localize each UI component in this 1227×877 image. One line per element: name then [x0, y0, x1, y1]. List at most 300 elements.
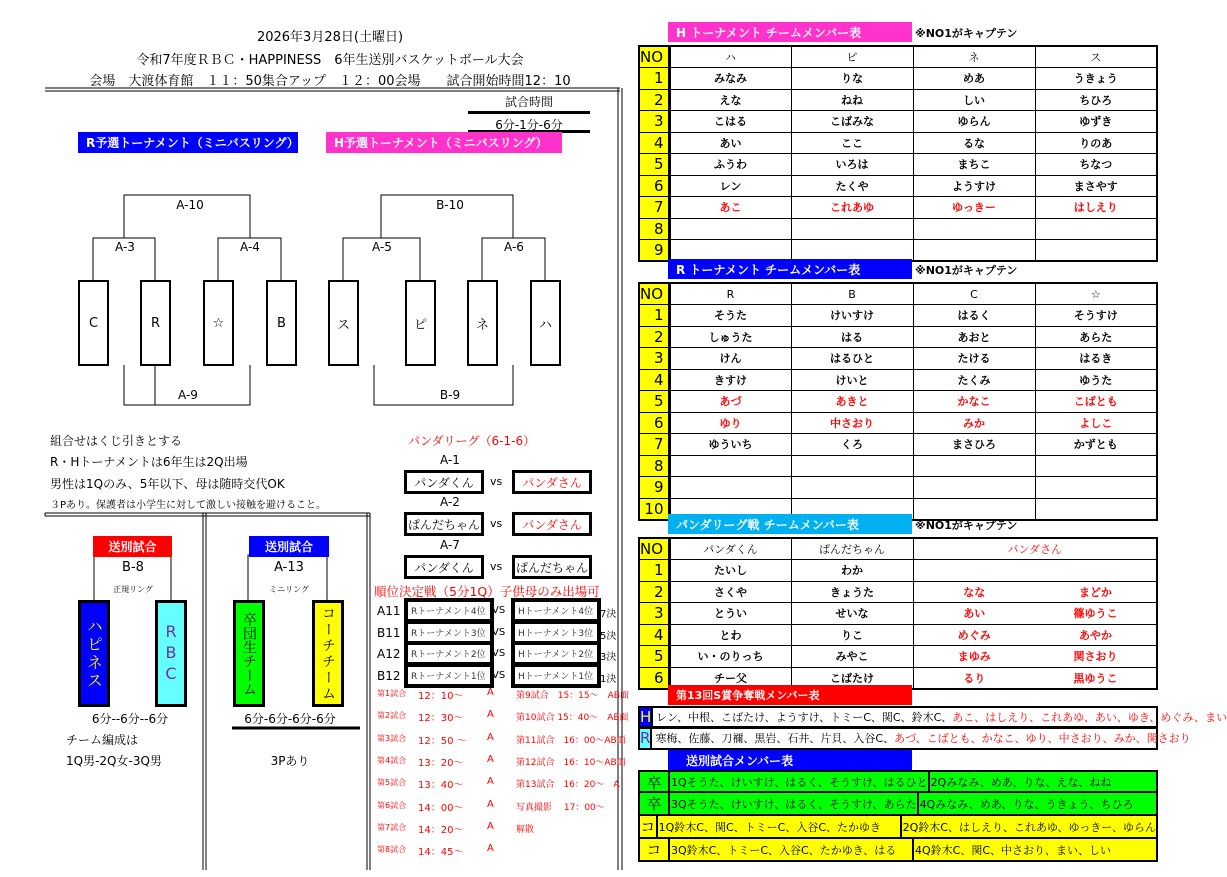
panda-team-left: ぱんだちゃん: [404, 512, 484, 536]
table-row: [639, 132, 1157, 154]
schedule-game-name: 第8試合: [377, 845, 407, 855]
vs-label: VS: [492, 605, 506, 616]
member-cell: いろは: [791, 154, 913, 176]
member-cell: うきょう: [1035, 68, 1157, 90]
schedule-right-item: 第10試合 15：40～ AB面: [516, 713, 629, 724]
row-number: 4: [639, 132, 669, 154]
table-row: [639, 89, 1157, 111]
h-bottom-game: B-9: [439, 388, 461, 402]
no-header: NO: [639, 46, 669, 68]
member-cell: まゆみ: [913, 646, 1035, 668]
member-cell: まさひろ: [913, 434, 1035, 456]
schedule-right-item: 第12試合 16：10～AB面: [516, 757, 626, 768]
note-1: 組合せはくじ引きとする: [50, 434, 183, 448]
member-cell: とわ: [669, 624, 791, 646]
member-cell: [669, 240, 791, 262]
schedule-game-name: 第3試合: [377, 733, 407, 743]
farewell-member-row: [638, 816, 1158, 839]
farewell1-ring: 正規リング: [113, 585, 153, 594]
r-semi-right-game: A-4: [240, 240, 260, 254]
row-number: 6: [639, 175, 669, 197]
h-table-title: H トーナメント チームメンバー表: [668, 22, 912, 42]
farewell-member-row: [638, 770, 1158, 793]
member-cell: [1035, 455, 1157, 477]
member-cell: こばたけ: [791, 667, 913, 689]
farewell2-band: 送別試合: [249, 536, 329, 557]
ranking-place: 5決: [600, 630, 617, 642]
h-team-pi: ピ: [405, 280, 436, 366]
member-cell: [791, 218, 913, 240]
farewell2-time: 6分-6分-6分-6分: [244, 712, 336, 726]
vs-label: vs: [490, 560, 503, 573]
schedule-right-item: 第11試合 16：00～AB面: [516, 735, 626, 746]
member-cell: そうすけ: [1035, 305, 1157, 327]
ranking-right: Hトーナメント2位: [514, 644, 598, 663]
panda-league-title: パンダリーグ（6-1-6）: [408, 434, 536, 448]
schedule-game-time: 12：50 ～: [418, 735, 467, 747]
ranking-right: Hトーナメント4位: [514, 601, 598, 620]
captain-note: ※NO1がキャプテン: [915, 519, 1018, 532]
member-cell: ゆっきー: [913, 197, 1035, 219]
member-cell: たくや: [791, 175, 913, 197]
members-red: あづ、こばとも、かなこ、ゆり、中さおり、みか、関さおり: [894, 732, 1191, 745]
row-number: 4: [639, 624, 669, 646]
match-time: 6分-1分-6分: [468, 111, 590, 133]
member-cell: 黒ゆうこ: [1035, 667, 1157, 689]
member-cell: たける: [913, 348, 1035, 370]
panda-game-id: A-1: [440, 453, 460, 467]
captain-note: ※NO1がキャプテン: [915, 264, 1018, 277]
table-row: [639, 369, 1157, 391]
r-bottom-game: A-9: [178, 388, 198, 402]
row-number: 3: [639, 348, 669, 370]
panda-team-right: パンダさん: [512, 470, 592, 494]
member-cell: たくみ: [913, 369, 1035, 391]
schedule-right-item: 解散: [516, 824, 535, 835]
note-3: 男性は1Qのみ、5年以下、母は随時交代OK: [50, 477, 285, 491]
panda-game-id: A-2: [440, 495, 460, 509]
schedule-game-court: A: [487, 843, 494, 855]
ranking-game-id: A11: [377, 604, 401, 618]
table-row: [639, 326, 1157, 348]
schedule-game-time: 13：40～: [418, 780, 464, 792]
table-row: [639, 68, 1157, 90]
schedule-game-time: 13：20～: [418, 757, 464, 769]
member-cell: ねね: [791, 89, 913, 111]
member-cell: そうた: [669, 305, 791, 327]
r-semi-left-game: A-3: [115, 240, 135, 254]
member-cell: けいすけ: [791, 305, 913, 327]
member-cell: [1035, 240, 1157, 262]
schedule-game-name: 第4試合: [377, 755, 407, 765]
member-cell: りこ: [791, 624, 913, 646]
member-cell: ゆり: [669, 412, 791, 434]
team-header: ス: [1035, 46, 1157, 68]
member-cell: こはる: [669, 111, 791, 133]
team-coaches: コーチチーム: [312, 600, 344, 707]
note-4: ３Pあり。保護者は小学生に対して激しい接触を避けること。: [50, 500, 327, 511]
ranking-place: 3決: [600, 652, 617, 663]
member-cell: [669, 218, 791, 240]
member-cell: [669, 455, 791, 477]
h-semi-left-game: A-5: [372, 240, 392, 254]
ranking-place: 1決: [600, 673, 617, 685]
member-cell: えな: [669, 89, 791, 111]
team-rbc: RBC: [155, 600, 187, 707]
schedule-game-court: A: [487, 753, 494, 765]
schedule-game-time: 14：00～: [418, 802, 464, 814]
schedule-game-name: 第7試合: [377, 822, 407, 832]
row-number: 5: [639, 391, 669, 413]
h-final-game: B-10: [436, 198, 464, 212]
schedule-game-court: A: [487, 820, 494, 832]
member-cell: あこ: [669, 197, 791, 219]
row-number: 7: [639, 197, 669, 219]
team-key: 卒: [640, 793, 670, 814]
event-venue: 会場 大渡体育館 １１：50集合アップ １２：00会場 試合開始時間12：10: [89, 74, 571, 89]
member-cell: ゆうた: [1035, 369, 1157, 391]
member-cell: [1035, 218, 1157, 240]
ranking-right: Hトーナメント3位: [514, 623, 598, 642]
schedule-game-name: 第5試合: [377, 778, 407, 788]
table-row: [639, 154, 1157, 176]
table-row: [639, 348, 1157, 370]
row-number: 3: [639, 111, 669, 133]
member-cell: みやこ: [791, 646, 913, 668]
member-cell: ちなつ: [1035, 154, 1157, 176]
member-cell: まちこ: [913, 154, 1035, 176]
member-cell: るな: [913, 132, 1035, 154]
r-team-c: C: [78, 280, 109, 366]
member-cell: [791, 240, 913, 262]
row-number: 5: [639, 646, 669, 668]
member-cell: けん: [669, 348, 791, 370]
ranking-left: Rトーナメント2位: [407, 644, 491, 663]
s-award-title: 第13回S賞争奪戦メンバー表: [668, 685, 912, 705]
panda-table-title: パンダリーグ戦 チームメンバー表: [668, 514, 912, 534]
team-key: コ: [640, 839, 670, 860]
member-cell: ゆういち: [669, 434, 791, 456]
member-cell: きすけ: [669, 369, 791, 391]
member-cell: [791, 455, 913, 477]
table-row: [639, 240, 1157, 262]
table-row: [639, 412, 1157, 434]
member-cell: あやか: [1035, 624, 1157, 646]
table-row: [639, 581, 1157, 603]
row-number: 2: [639, 581, 669, 603]
member-cell: [913, 455, 1035, 477]
member-cell: あらた: [1035, 326, 1157, 348]
member-cell: かなこ: [913, 391, 1035, 413]
team-header: ☆: [1035, 283, 1157, 305]
row-number: 1: [639, 68, 669, 90]
member-cell: はるく: [913, 305, 1035, 327]
member-cell: めぐみ: [913, 624, 1035, 646]
team-header: ネ: [913, 46, 1035, 68]
row-number: 3: [639, 603, 669, 625]
schedule-game-time: 14：45～: [418, 847, 464, 859]
member-cell: [1035, 560, 1157, 582]
ranking-game-id: A12: [377, 647, 401, 661]
panda-team-left: パンダくん: [404, 555, 484, 579]
table-row: [639, 175, 1157, 197]
vs-label: vs: [490, 517, 503, 530]
panda-table: [638, 537, 1158, 690]
member-cell: 中さおり: [791, 412, 913, 434]
note-2: R・Hトーナメントは6年生は2Q出場: [50, 455, 248, 469]
member-cell: あおと: [913, 326, 1035, 348]
r-table: [638, 282, 1158, 521]
member-cell: [1035, 498, 1157, 520]
table-row: [639, 624, 1157, 646]
ranking-place: 7決: [600, 609, 617, 620]
farewell-member-row: [638, 793, 1158, 816]
members-left: 3Qそうた、けいすけ、はるく、そうすけ、あらた: [670, 793, 919, 814]
h-tournament-title: H予選トーナメント（ミニバスリング）: [326, 132, 562, 153]
member-cell: しい: [913, 89, 1035, 111]
member-cell: きょうた: [791, 581, 913, 603]
team-header: パンダくん: [669, 538, 791, 560]
members-right: 2Qみなみ、めあ、りな、えな、ねね: [930, 775, 1112, 789]
member-cell: [913, 218, 1035, 240]
schedule-game-court: A: [487, 776, 494, 788]
member-cell: これあゆ: [791, 197, 913, 219]
r-team-star: ☆: [203, 280, 234, 366]
panda-team-left: パンダくん: [404, 470, 484, 494]
table-row: [639, 603, 1157, 625]
team-header: ピ: [791, 46, 913, 68]
schedule-game-time: 12：10～: [418, 691, 464, 702]
team-key: H: [640, 708, 652, 726]
member-cell: ちひろ: [1035, 89, 1157, 111]
panda-team-right: ぱんだちゃん: [512, 555, 592, 579]
member-cell: はしえり: [1035, 197, 1157, 219]
member-cell: かずとも: [1035, 434, 1157, 456]
table-row: [639, 477, 1157, 499]
table-row: [639, 305, 1157, 327]
member-cell: ゆらん: [913, 111, 1035, 133]
ranking-left: Rトーナメント4位: [407, 601, 491, 620]
members-red: あこ、はしえり、これあゆ、あい、ゆき、めぐみ、まい: [952, 711, 1227, 724]
vs-label: VS: [492, 626, 506, 638]
member-cell: はるき: [1035, 348, 1157, 370]
member-cell: あい: [669, 132, 791, 154]
members-left: 3Q鈴木C、トミーC、入谷C、たかゆき、はる: [670, 839, 914, 860]
table-row: [639, 197, 1157, 219]
ranking-right: Hトーナメント1位: [514, 666, 598, 685]
table-row: [639, 434, 1157, 456]
table-row: [639, 455, 1157, 477]
ranking-left: Rトーナメント3位: [407, 623, 491, 642]
member-cell: あきと: [791, 391, 913, 413]
row-number: 4: [639, 369, 669, 391]
farewell1-note2: 1Q男-2Q女-3Q男: [66, 754, 162, 768]
h-team-su: ス: [328, 280, 359, 366]
schedule-game-time: 14：20～: [418, 824, 464, 836]
member-cell: はる: [791, 326, 913, 348]
member-cell: こばとも: [1035, 391, 1157, 413]
s-award-row: [638, 728, 1191, 750]
panda-game-id: A-7: [440, 538, 460, 552]
farewell1-game: B-8: [122, 560, 144, 575]
row-number: 5: [639, 154, 669, 176]
row-number: 6: [639, 412, 669, 434]
schedule-game-name: 第1試合: [377, 689, 407, 698]
row-number: 8: [639, 218, 669, 240]
row-number: 9: [639, 240, 669, 262]
member-list: [652, 729, 1190, 748]
farewell1-time: 6分--6分--6分: [91, 712, 169, 726]
member-list: [653, 708, 1227, 726]
member-cell: [913, 477, 1035, 499]
member-cell: わか: [791, 560, 913, 582]
member-cell: るり: [913, 667, 1035, 689]
h-table: [638, 45, 1158, 262]
vs-label: VS: [492, 648, 506, 659]
schedule-game-court: A: [487, 709, 494, 721]
member-cell: ふうわ: [669, 154, 791, 176]
member-cell: りのあ: [1035, 132, 1157, 154]
row-number: 9: [639, 477, 669, 499]
farewell2-note: 3Pあり: [270, 754, 310, 768]
member-cell: はるひと: [791, 348, 913, 370]
members-left: 1Q鈴木C、関C、トミーC、入谷C、たかゆき: [658, 816, 902, 837]
schedule-right-item: 写真撮影 17：00～: [516, 802, 605, 813]
member-cell: ゆずき: [1035, 111, 1157, 133]
member-cell: [1035, 477, 1157, 499]
team-key: R: [640, 728, 651, 747]
member-cell: めあ: [913, 68, 1035, 90]
member-cell: チー父: [669, 667, 791, 689]
ranking-game-id: B12: [377, 668, 401, 683]
ranking-game-id: B11: [377, 625, 401, 640]
team-header: ぱんだちゃん: [791, 538, 913, 560]
schedule-game-court: A: [487, 731, 494, 743]
farewell1-band: 送別試合: [93, 536, 172, 557]
row-number: 10: [639, 498, 669, 520]
member-cell: 篠ゆうこ: [1035, 603, 1157, 625]
member-cell: [913, 240, 1035, 262]
member-cell: [791, 477, 913, 499]
row-number: 7: [639, 434, 669, 456]
no-header: NO: [639, 283, 669, 305]
farewell2-game: A-13: [274, 560, 304, 575]
member-cell: たいし: [669, 560, 791, 582]
farewell1-note1: チーム編成は: [66, 733, 139, 747]
member-cell: 関さおり: [1035, 646, 1157, 668]
member-cell: しゅうた: [669, 326, 791, 348]
team-header: B: [791, 283, 913, 305]
schedule-right-item: 第9試合 15：15～ AB面: [516, 691, 629, 701]
schedule-right-item: 第13試合 16：20～ A: [516, 780, 620, 791]
ranking-title: 順位決定戦（5分1Q）子供母のみ出場可: [374, 584, 600, 599]
event-date: 2026年3月28日(土曜日): [256, 30, 404, 45]
members-black: レン、中根、こばたけ、ようすけ、トミーC、関C、鈴木C、: [656, 711, 953, 724]
ranking-left: Rトーナメント1位: [407, 666, 491, 685]
r-final-game: A-10: [176, 198, 204, 212]
member-cell: ここ: [791, 132, 913, 154]
h-team-ha: ハ: [530, 280, 561, 366]
member-cell: なな: [913, 581, 1035, 603]
r-team-b: B: [266, 280, 297, 366]
table-row: [639, 391, 1157, 413]
schedule-game-time: 12：30～: [418, 713, 464, 725]
r-tournament-title: R予選トーナメント（ミニバスリング）: [78, 132, 298, 153]
schedule-game-court: A: [487, 798, 494, 810]
member-cell: とうい: [669, 603, 791, 625]
row-number: 6: [639, 667, 669, 689]
schedule-game-name: 第6試合: [377, 800, 407, 810]
members-right: 4Q鈴木C、関C、中さおり、まい、しい: [915, 843, 1112, 857]
event-title: 令和7年度ＲＢＣ・HAPPINESS 6年生送別バスケットボール大会: [136, 53, 524, 68]
table-header-row: [639, 46, 1157, 68]
team-header: R: [669, 283, 791, 305]
team-header: パンダさん: [913, 538, 1157, 560]
panda-team-right: パンダさん: [512, 512, 592, 536]
member-cell: みか: [913, 412, 1035, 434]
table-row: [639, 218, 1157, 240]
farewell-members-title: 送別試合メンバー表: [668, 750, 912, 770]
member-cell: けいと: [791, 369, 913, 391]
members-right: 2Q鈴木C、はしえり、これあゆ、ゆっきー、ゆらん: [902, 820, 1156, 834]
member-cell: まさやす: [1035, 175, 1157, 197]
members-right: 4Qみなみ、めあ、りな、うきょう、ちひろ: [919, 797, 1134, 811]
row-number: 1: [639, 305, 669, 327]
team-graduates: 卒団生チーム: [233, 600, 265, 707]
team-key: 卒: [640, 772, 670, 791]
schedule-game-court: A: [487, 687, 494, 698]
h-semi-right-game: A-6: [504, 240, 524, 254]
r-team-r: R: [140, 280, 171, 366]
vs-label: vs: [490, 475, 503, 488]
member-cell: くろ: [791, 434, 913, 456]
vs-label: VS: [492, 669, 506, 681]
s-award-row: [638, 706, 1227, 728]
row-number: 2: [639, 89, 669, 111]
member-cell: こばみな: [791, 111, 913, 133]
member-cell: あい: [913, 603, 1035, 625]
team-header: ハ: [669, 46, 791, 68]
h-team-ne: ネ: [467, 280, 498, 366]
members-left: 1Qそうた、けいすけ、はるく、そうすけ、はるひと: [670, 772, 930, 791]
table-header-row: [639, 283, 1157, 305]
match-time-label: 試合時間: [504, 95, 553, 109]
member-cell: あづ: [669, 391, 791, 413]
row-number: 2: [639, 326, 669, 348]
member-cell: よしこ: [1035, 412, 1157, 434]
member-cell: せいな: [791, 603, 913, 625]
member-cell: い・のりっち: [669, 646, 791, 668]
team-header: C: [913, 283, 1035, 305]
table-row: [639, 646, 1157, 668]
schedule-game-name: 第2試合: [377, 711, 407, 721]
member-cell: [913, 560, 1035, 582]
table-row: [639, 560, 1157, 582]
member-cell: まどか: [1035, 581, 1157, 603]
member-cell: みなみ: [669, 68, 791, 90]
table-row: [639, 111, 1157, 133]
member-cell: ようすけ: [913, 175, 1035, 197]
member-cell: さくや: [669, 581, 791, 603]
team-happiness: ハピネス: [78, 600, 110, 707]
no-header: NO: [639, 538, 669, 560]
farewell2-ring: ミニリング: [269, 585, 309, 594]
member-cell: りな: [791, 68, 913, 90]
r-table-title: R トーナメント チームメンバー表: [668, 259, 912, 279]
captain-note: ※NO1がキャプテン: [915, 27, 1018, 40]
member-cell: レン: [669, 175, 791, 197]
row-number: 8: [639, 455, 669, 477]
